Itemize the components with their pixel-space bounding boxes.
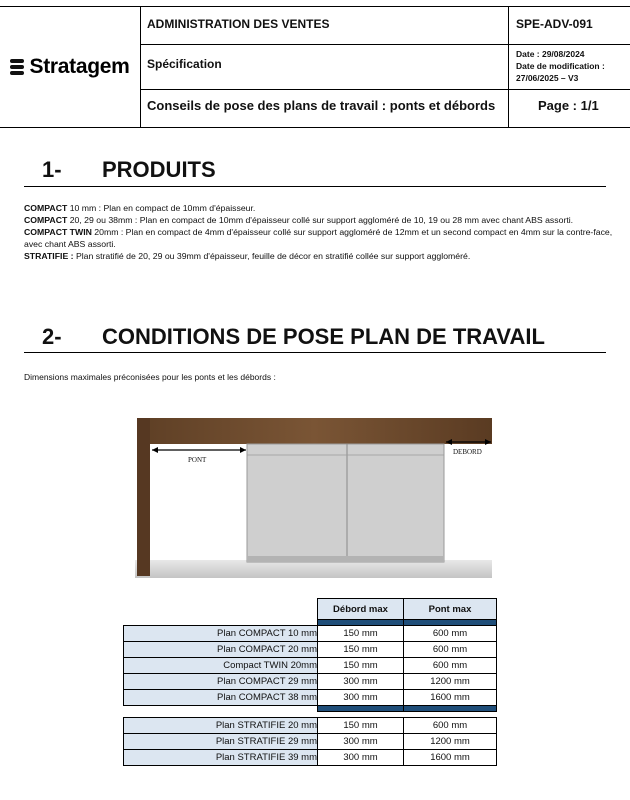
table-row: Compact TWIN 20mm 150 mm 600 mm xyxy=(124,658,497,674)
section2-caption: Dimensions maximales préconisées pour les ponts et les débords : xyxy=(24,372,276,382)
product-item: STRATIFIE : Plan stratifié de 20, 29 ou 39mm d'épaisseur, feuille de décor en stratifié collée sur support aggloméré. xyxy=(24,251,471,261)
section1-number: 1- xyxy=(42,157,62,182)
table-row: Plan STRATIFIE 20 mm 150 mm 600 mm xyxy=(124,718,497,734)
doc-reference: SPE-ADV-091 xyxy=(516,17,593,31)
page-number: Page : 1/1 xyxy=(538,98,599,113)
table-row: Plan COMPACT 10 mm 150 mm 600 mm xyxy=(124,626,497,642)
debord-label: DEBORD xyxy=(453,448,482,456)
table-header-row xyxy=(124,599,497,620)
worktop-slab xyxy=(137,418,492,444)
product-item: COMPACT 10 mm : Plan en compact de 10mm d'épaisseur. xyxy=(24,203,256,213)
logo-text: Stratagem xyxy=(29,55,130,78)
section2-rule xyxy=(24,352,606,353)
logo-mark-icon xyxy=(10,58,24,76)
table-row: Plan STRATIFIE 39 mm 300 mm 1600 mm xyxy=(124,750,497,766)
worktop-illustration xyxy=(135,410,492,578)
section1-rule xyxy=(24,186,606,187)
table-row: Plan COMPACT 29 mm 300 mm 1200 mm xyxy=(124,674,497,690)
section1-title: PRODUITS xyxy=(102,157,216,182)
logo-cell xyxy=(0,7,140,127)
table-row: Plan COMPACT 38 mm 300 mm 1600 mm xyxy=(124,690,497,706)
product-item: COMPACT TWIN 20mm : Plan en compact de 4mm d'épaisseur collé sur support aggloméré de 12mm et un second compact en 4mm sur la contre-face, avec chant ABS assorti. xyxy=(24,227,613,249)
section2-title: CONDITIONS DE POSE PLAN DE TRAVAIL xyxy=(102,324,545,349)
modified-date: 27/06/2025 – V3 xyxy=(516,73,579,83)
cabinet-body xyxy=(247,444,444,562)
pont-label: PONT xyxy=(188,456,207,464)
col-header-debord: Débord max xyxy=(318,599,404,620)
table-row: Plan COMPACT 20 mm 150 mm 600 mm xyxy=(124,642,497,658)
creation-date: Date : 29/08/2024 xyxy=(516,49,585,59)
doc-dates xyxy=(516,48,605,84)
modified-label: Date de modification : xyxy=(516,61,605,71)
col-header-pont: Pont max xyxy=(404,599,497,620)
left-leg xyxy=(137,418,150,576)
section2-heading xyxy=(24,324,545,350)
dimensions-table xyxy=(123,598,497,766)
section1-heading xyxy=(24,157,216,183)
department-label: ADMINISTRATION DES VENTES xyxy=(147,17,330,31)
company-logo xyxy=(10,55,129,79)
doc-type-label: Spécification xyxy=(147,57,222,71)
products-list xyxy=(24,202,614,262)
table-row: Plan STRATIFIE 29 mm 300 mm 1200 mm xyxy=(124,734,497,750)
document-header xyxy=(0,6,630,128)
section2-number: 2- xyxy=(42,324,62,349)
doc-title: Conseils de pose des plans de travail : ponts et débords xyxy=(147,98,496,113)
product-item: COMPACT 20, 29 ou 38mm : Plan en compact de 10mm d'épaisseur collé sur support aggloméré de 10, 19 ou 28 mm avec chant ABS assorti. xyxy=(24,215,574,225)
floor-shadow xyxy=(135,560,492,578)
